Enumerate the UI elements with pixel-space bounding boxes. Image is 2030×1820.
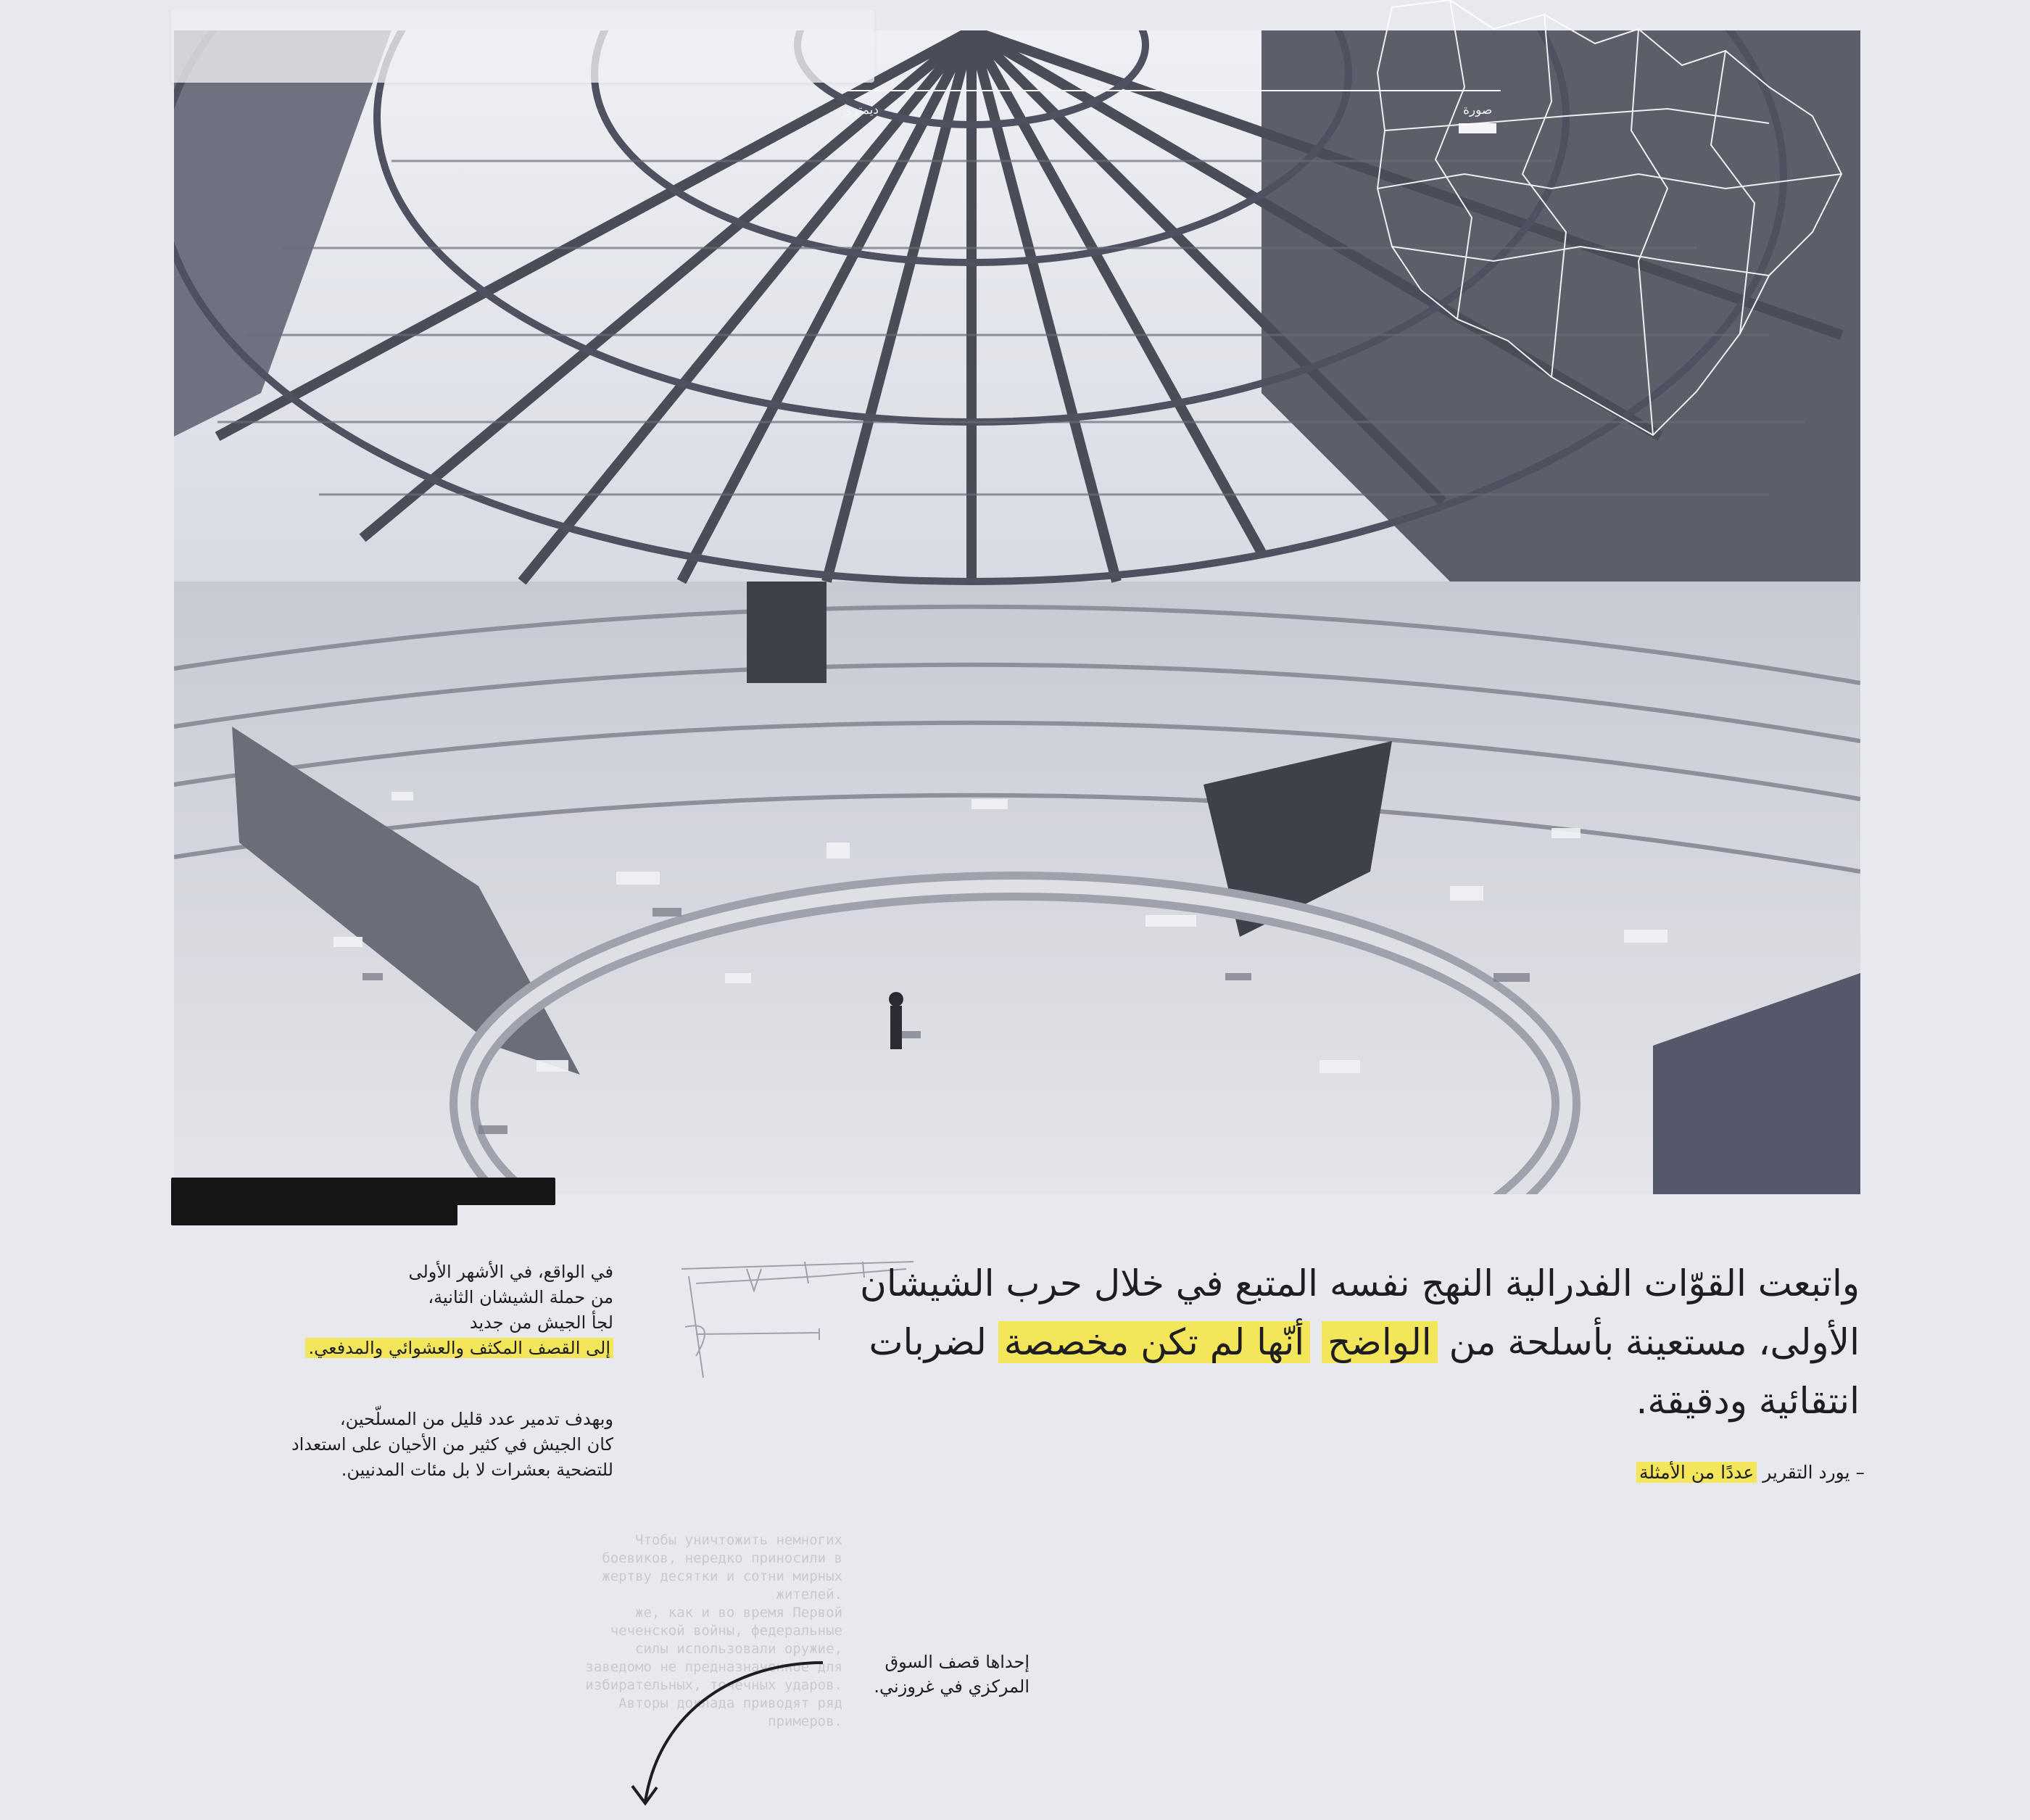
attribution-prefix: يورد التقرير <box>1762 1462 1850 1483</box>
background-line: Чтобы уничтожить немногих <box>635 1532 842 1548</box>
sidebar-line: كان الجيش في كثير من الأحيان على استعداد <box>291 1434 613 1455</box>
attribution-highlight: عددًا من الأمثلة <box>1636 1462 1757 1483</box>
sidebar-line: لجأ الجيش من جديد <box>469 1312 613 1333</box>
lead-paragraph <box>856 1254 1860 1431</box>
sidebar-line: من حملة الشيشان الثانية، <box>428 1287 613 1307</box>
attribution-dash: – <box>1855 1462 1865 1483</box>
background-line: чеченской войны, федеральные <box>610 1623 842 1639</box>
note-line: المركزي في غروزني. <box>874 1676 1030 1697</box>
sidebar-highlight: إلى القصف المكثف والعشوائي والمدفعي. <box>305 1338 613 1358</box>
lead-text: واتبعت القوّات الفدرالية النهج نفسه المتبع في خلال حرب الشيشان الأولى، مستعينة بأسلحة من <box>860 1262 1860 1363</box>
lead-highlight-2: أنّها لم تكن مخصصة <box>998 1321 1310 1363</box>
tape-strip <box>171 10 874 83</box>
background-line: силы использовали оружие, <box>635 1641 842 1657</box>
background-line: же, как и во время Первой <box>635 1605 842 1621</box>
map-outline-decoration <box>1363 0 1870 450</box>
redaction-bar <box>171 1201 457 1225</box>
sidebar-line: للتضحية بعشرات لا بل مئات المدنيين. <box>341 1460 613 1480</box>
background-line: жертву десятки и сотни мирных <box>602 1568 842 1584</box>
photo-credit-label: صورة <box>1463 103 1493 117</box>
sidebar-paragraph-2 <box>218 1407 613 1483</box>
lead-text-end: لضربات انتقائية ودقيقة. <box>869 1321 1860 1422</box>
sidebar-line: وبهدف تدمير عدد قليل من المسلّحين، <box>339 1409 613 1429</box>
background-line: жителей. <box>776 1587 842 1602</box>
background-line: избирательных, точечных ударов. <box>585 1677 842 1693</box>
attribution <box>1636 1462 1865 1483</box>
sidebar-line: في الواقع، في الأشهر الأولى <box>408 1262 613 1282</box>
background-line: заведомо не предназначенное для <box>585 1659 842 1675</box>
background-line: боевиков, нередко приносили в <box>602 1550 842 1566</box>
background-line: примеров. <box>768 1713 842 1729</box>
photo-credit-name: ديمتري <box>842 103 879 117</box>
lead-highlight-1: الواضح <box>1322 1321 1438 1363</box>
annotation-note <box>834 1650 1030 1699</box>
background-line: Авторы доклада приводят ряд <box>618 1695 842 1711</box>
note-line: إحداها قصف السوق <box>884 1652 1030 1672</box>
sidebar-paragraph-1 <box>218 1259 613 1361</box>
curved-arrow-icon <box>616 1650 834 1813</box>
